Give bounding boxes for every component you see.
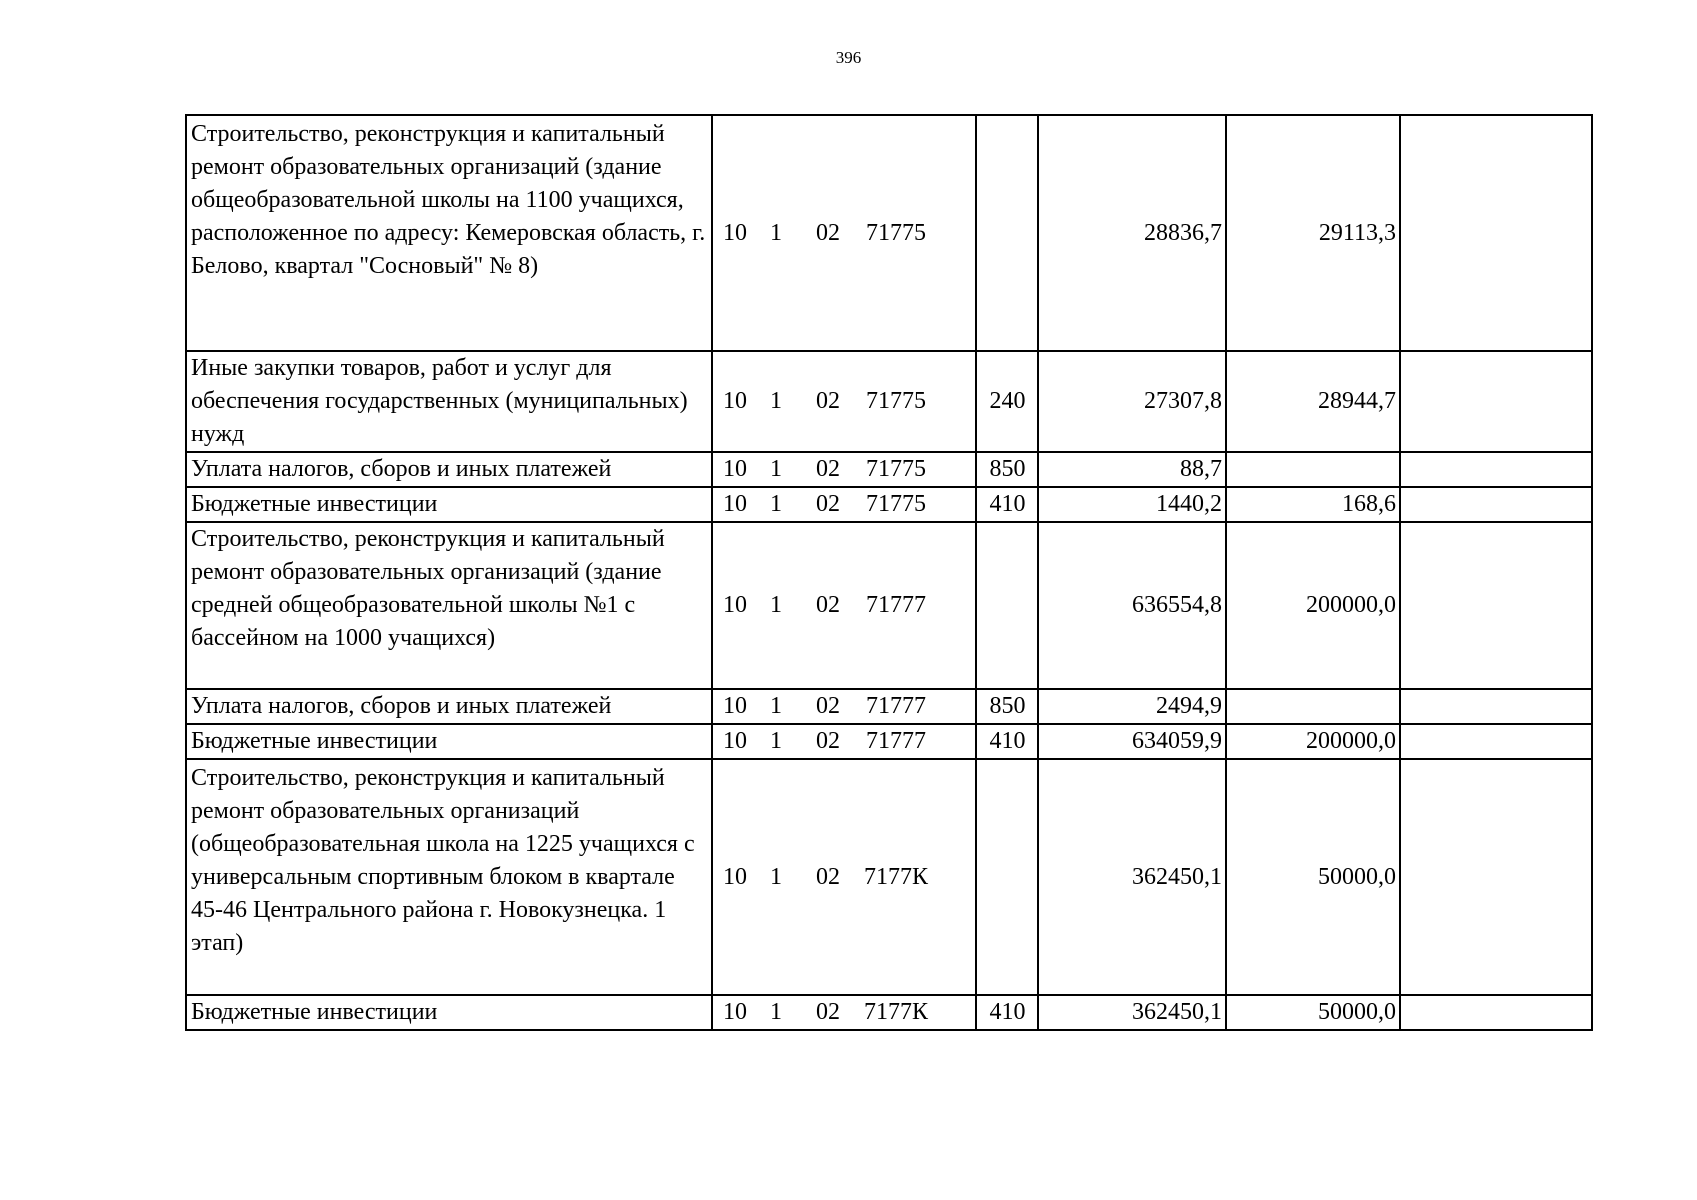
sum-2: 28944,7 [1226, 351, 1400, 452]
program-code: 1 [770, 456, 782, 482]
program-code: 1 [770, 693, 782, 719]
table-row [186, 689, 1592, 724]
program-code: 1 [770, 863, 782, 890]
row-codes [712, 995, 976, 1030]
table-row [186, 452, 1592, 487]
expense-type-code [976, 522, 1038, 689]
sum-3 [1400, 115, 1592, 351]
sum-1: 2494,9 [1038, 689, 1226, 724]
row-codes [712, 487, 976, 522]
subprogram-code: 02 [816, 219, 840, 246]
sum-1: 1440,2 [1038, 487, 1226, 522]
direction-code: 71777 [866, 693, 926, 719]
section-code: 10 [723, 388, 747, 414]
sum-3 [1400, 689, 1592, 724]
row-codes [712, 522, 976, 689]
expense-type-code: 410 [976, 995, 1038, 1030]
sum-2: 50000,0 [1226, 759, 1400, 995]
sum-3 [1400, 759, 1592, 995]
sum-1: 362450,1 [1038, 759, 1226, 995]
direction-code: 71777 [866, 592, 926, 618]
table-row [186, 487, 1592, 522]
sum-3 [1400, 351, 1592, 452]
sum-2: 200000,0 [1226, 522, 1400, 689]
subprogram-code: 02 [816, 388, 840, 414]
subprogram-code: 02 [816, 693, 840, 719]
row-codes [712, 452, 976, 487]
direction-code: 71775 [866, 388, 926, 414]
sum-3 [1400, 724, 1592, 759]
section-code: 10 [723, 456, 747, 482]
direction-code: 71775 [866, 491, 926, 517]
table-row [186, 995, 1592, 1030]
row-name: Бюджетные инвестиции [186, 487, 712, 522]
sum-1: 88,7 [1038, 452, 1226, 487]
section-code: 10 [723, 693, 747, 719]
section-code: 10 [723, 999, 747, 1025]
expense-type-code: 850 [976, 689, 1038, 724]
sum-2: 168,6 [1226, 487, 1400, 522]
direction-code: 7177К [863, 999, 928, 1025]
table-row [186, 351, 1592, 452]
expense-type-code: 850 [976, 452, 1038, 487]
sum-2: 50000,0 [1226, 995, 1400, 1030]
sum-2 [1226, 689, 1400, 724]
direction-code: 7177К [863, 863, 928, 890]
subprogram-code: 02 [816, 863, 840, 890]
row-codes [712, 759, 976, 995]
row-name: Строительство, реконструкция и капитальный ремонт образовательных организаций (здание средней общеобразовательной школы №1 с бассейном на 1000 учащихся) [186, 522, 712, 689]
program-code: 1 [770, 491, 782, 517]
expense-type-code [976, 759, 1038, 995]
subprogram-code: 02 [816, 592, 840, 618]
subprogram-code: 02 [816, 491, 840, 517]
sum-3 [1400, 487, 1592, 522]
program-code: 1 [770, 219, 782, 246]
table-row [186, 759, 1592, 995]
sum-1: 362450,1 [1038, 995, 1226, 1030]
subprogram-code: 02 [816, 999, 840, 1025]
row-name: Уплата налогов, сборов и иных платежей [186, 452, 712, 487]
program-code: 1 [770, 592, 782, 618]
section-code: 10 [723, 592, 747, 618]
expense-type-code [976, 115, 1038, 351]
program-code: 1 [770, 999, 782, 1025]
sum-3 [1400, 995, 1592, 1030]
expense-type-code: 240 [976, 351, 1038, 452]
row-codes [712, 689, 976, 724]
subprogram-code: 02 [816, 456, 840, 482]
table-row [186, 724, 1592, 759]
program-code: 1 [770, 728, 782, 754]
section-code: 10 [723, 491, 747, 517]
program-code: 1 [770, 388, 782, 414]
sum-1: 634059,9 [1038, 724, 1226, 759]
row-name: Строительство, реконструкция и капитальный ремонт образовательных организаций (здание общеобразовательной школы на 1100 учащихся, расположенное по адресу: Кемеровская область, г. Белово, квартал "Сосновый" № 8) [186, 115, 712, 351]
expense-type-code: 410 [976, 724, 1038, 759]
sum-2 [1226, 452, 1400, 487]
row-name: Бюджетные инвестиции [186, 995, 712, 1030]
sum-2: 29113,3 [1226, 115, 1400, 351]
direction-code: 71775 [866, 456, 926, 482]
direction-code: 71777 [866, 728, 926, 754]
row-name: Уплата налогов, сборов и иных платежей [186, 689, 712, 724]
subprogram-code: 02 [816, 728, 840, 754]
expense-type-code: 410 [976, 487, 1038, 522]
section-code: 10 [723, 219, 747, 246]
section-code: 10 [723, 863, 747, 890]
sum-1: 636554,8 [1038, 522, 1226, 689]
row-codes [712, 351, 976, 452]
section-code: 10 [723, 728, 747, 754]
sum-3 [1400, 522, 1592, 689]
table-row [186, 115, 1592, 351]
page-number: 396 [835, 48, 862, 67]
budget-table [185, 114, 1593, 1031]
row-codes [712, 724, 976, 759]
row-name: Бюджетные инвестиции [186, 724, 712, 759]
row-name: Строительство, реконструкция и капитальный ремонт образовательных организаций (общеобразовательная школа на 1225 учащихся с универсальным спортивным блоком в квартале 45-46 Центрального района г. Новокузнецка. 1 этап) [186, 759, 712, 995]
sum-3 [1400, 452, 1592, 487]
sum-1: 28836,7 [1038, 115, 1226, 351]
sum-1: 27307,8 [1038, 351, 1226, 452]
sum-2: 200000,0 [1226, 724, 1400, 759]
table-row [186, 522, 1592, 689]
row-name: Иные закупки товаров, работ и услуг для обеспечения государственных (муниципальных) нужд [186, 351, 712, 452]
direction-code: 71775 [866, 219, 926, 246]
row-codes [712, 115, 976, 351]
